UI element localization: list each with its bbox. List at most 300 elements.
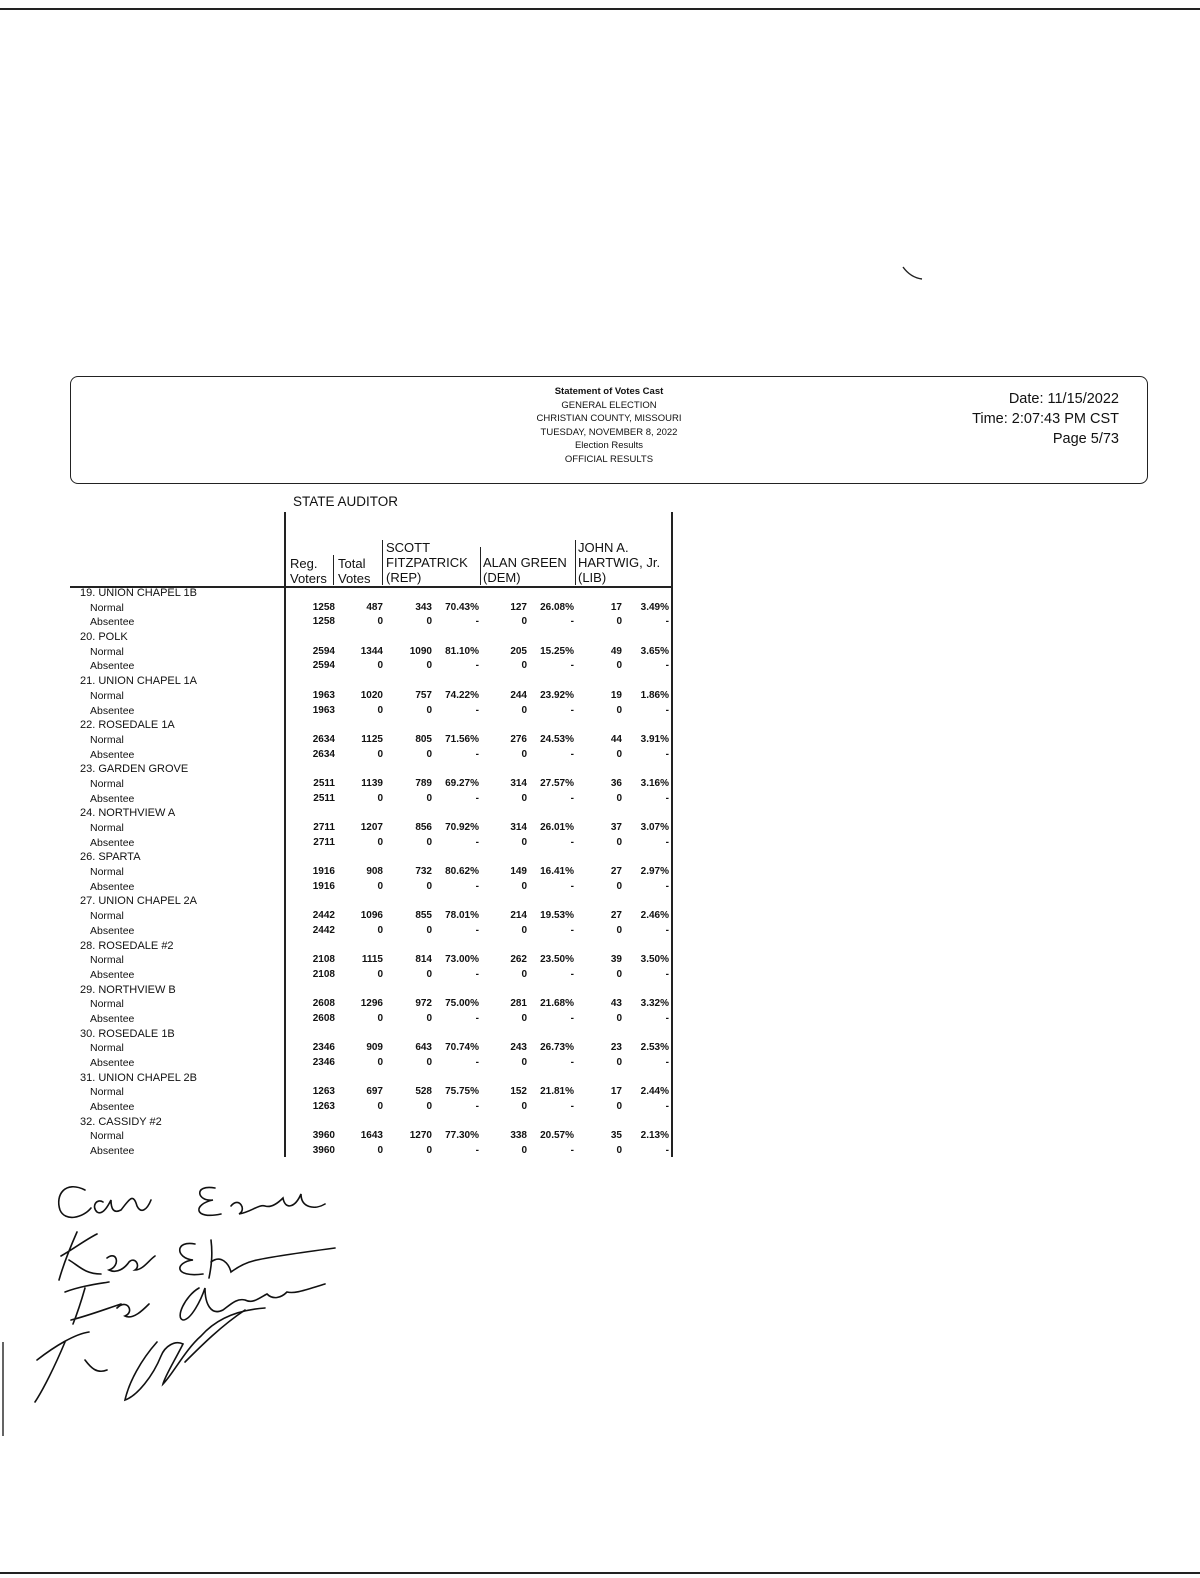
report-page-number: Page 5/73 xyxy=(1052,431,1119,447)
cell-reg: 2346 xyxy=(312,1042,335,1054)
cell-c1: 805 xyxy=(415,733,432,745)
race-title: STATE AUDITOR xyxy=(293,494,399,509)
cell-c1: 972 xyxy=(415,998,432,1010)
cell-reg: 2511 xyxy=(313,777,335,789)
cell-c3: 0 xyxy=(616,1101,622,1113)
cell-p2: - xyxy=(570,836,574,848)
cell-p2: - xyxy=(570,1101,574,1113)
cell-total: 0 xyxy=(377,660,383,672)
cell-c1: 0 xyxy=(426,792,432,804)
table-row xyxy=(0,645,680,660)
cell-p1: 78.01% xyxy=(445,910,479,922)
cell-p3: 1.86% xyxy=(640,689,669,701)
vote-type-label: Normal xyxy=(90,822,124,834)
page-bottom-rule xyxy=(0,1572,1200,1574)
cell-c2: 0 xyxy=(521,704,527,716)
cell-c3: 43 xyxy=(610,998,622,1010)
cell-p3: - xyxy=(665,1145,669,1157)
vote-type-label: Absentee xyxy=(90,1057,135,1069)
vote-type-label: Absentee xyxy=(90,836,135,849)
table-row xyxy=(0,997,680,1012)
cell-total: 0 xyxy=(377,704,383,716)
report-header-line: Election Results xyxy=(574,440,644,451)
cell-c2: 276 xyxy=(510,733,527,745)
cell-c1: 1270 xyxy=(409,1130,432,1142)
precinct-header-row xyxy=(0,1115,680,1130)
cell-c2: 0 xyxy=(521,792,527,804)
cell-total: 1207 xyxy=(360,822,383,833)
cell-reg: 2711 xyxy=(313,822,335,833)
col-header-line: FITZPATRICK xyxy=(386,555,468,570)
report-date: Date: 11/15/2022 xyxy=(1008,391,1119,407)
col-header-fitzpatrick xyxy=(386,540,468,585)
table-row xyxy=(0,880,680,895)
cell-total: 0 xyxy=(377,616,383,628)
cell-c3: 0 xyxy=(616,880,622,892)
vote-type-label: Normal xyxy=(90,1086,124,1099)
cell-c1: 0 xyxy=(426,660,432,672)
table-row xyxy=(0,1056,680,1071)
precinct-name: 31. UNION CHAPEL 2B xyxy=(80,1071,197,1084)
cell-c1: 789 xyxy=(415,777,432,789)
cell-c1: 0 xyxy=(426,748,432,760)
cell-total: 0 xyxy=(377,748,383,760)
precinct-name: 19. UNION CHAPEL 1B xyxy=(80,587,197,599)
precinct-header-row xyxy=(0,939,680,954)
vote-type-label: Absentee xyxy=(90,924,135,937)
col-header-line: Total xyxy=(338,556,366,571)
cell-c3: 0 xyxy=(616,836,622,848)
cell-c1: 0 xyxy=(426,1057,432,1068)
cell-c2: 205 xyxy=(510,645,527,657)
cell-c2: 244 xyxy=(510,689,527,701)
table-row xyxy=(0,659,680,674)
cell-p2: - xyxy=(570,660,574,672)
cell-total: 0 xyxy=(377,880,383,892)
precinct-name: 29. NORTHVIEW B xyxy=(80,983,176,996)
table-row xyxy=(0,865,680,880)
cell-total: 1096 xyxy=(360,910,383,922)
cell-p2: 21.68% xyxy=(540,998,574,1010)
vote-type-label: Absentee xyxy=(90,968,135,981)
cell-p1: - xyxy=(475,836,479,848)
cell-p3: - xyxy=(665,968,669,980)
cell-total: 1139 xyxy=(361,777,383,789)
table-row xyxy=(0,1129,680,1144)
col-separator xyxy=(575,540,576,585)
cell-p2: 26.08% xyxy=(540,601,574,613)
cell-p2: - xyxy=(570,1012,574,1024)
cell-c1: 0 xyxy=(426,836,432,848)
cell-p2: 23.92% xyxy=(540,689,574,701)
col-separator xyxy=(333,555,334,585)
cell-c2: 149 xyxy=(510,866,527,878)
table-row xyxy=(0,1144,680,1159)
cell-p3: - xyxy=(665,1057,669,1068)
col-header-line: Voters xyxy=(290,571,327,586)
cell-c1: 643 xyxy=(415,1042,432,1054)
cell-p2: 15.25% xyxy=(540,645,574,657)
cell-p3: 3.65% xyxy=(640,645,669,657)
cell-p1: - xyxy=(475,924,479,936)
col-header-line: HARTWIG, Jr. xyxy=(578,555,661,570)
cell-c3: 23 xyxy=(610,1042,622,1054)
cell-p3: 2.46% xyxy=(640,910,669,922)
cell-reg: 2594 xyxy=(312,660,335,672)
cell-p1: - xyxy=(475,968,479,980)
cell-total: 1020 xyxy=(360,689,383,701)
table-row xyxy=(0,1100,680,1115)
report-header-line: OFFICIAL RESULTS xyxy=(564,453,654,465)
precinct-header-row xyxy=(0,806,680,821)
cell-p3: 3.16% xyxy=(640,777,669,789)
cell-total: 909 xyxy=(366,1042,383,1054)
vote-type-label: Normal xyxy=(90,601,124,614)
vote-type-label: Normal xyxy=(90,1130,124,1143)
cell-p3: 2.53% xyxy=(640,1042,669,1054)
table-row xyxy=(0,689,680,704)
cell-reg: 2108 xyxy=(312,954,335,966)
cell-c3: 37 xyxy=(610,822,622,833)
cell-total: 1115 xyxy=(361,954,383,966)
cell-reg: 3960 xyxy=(312,1130,335,1142)
cell-p2: 27.57% xyxy=(540,777,574,789)
cell-c3: 0 xyxy=(616,704,622,716)
precinct-header-row xyxy=(0,1027,680,1042)
cell-reg: 2608 xyxy=(312,1012,335,1024)
table-row xyxy=(0,1041,680,1056)
cell-c1: 732 xyxy=(415,866,432,878)
cell-c3: 0 xyxy=(616,792,622,804)
cell-reg: 1258 xyxy=(312,616,335,628)
precinct-name: 27. UNION CHAPEL 2A xyxy=(80,895,197,908)
cell-p2: - xyxy=(570,616,574,628)
cell-total: 0 xyxy=(377,792,383,804)
cell-total: 1125 xyxy=(361,733,383,745)
cell-p1: - xyxy=(475,704,479,716)
cell-p3: - xyxy=(665,1012,669,1024)
vote-type-label: Absentee xyxy=(90,704,135,717)
cell-c3: 17 xyxy=(610,601,622,613)
col-separator xyxy=(382,540,383,585)
report-header-line: TUESDAY, NOVEMBER 8, 2022 xyxy=(540,426,678,438)
cell-reg: 1963 xyxy=(312,689,335,701)
cell-reg: 2634 xyxy=(312,748,335,760)
cell-c3: 17 xyxy=(610,1086,622,1098)
cell-c1: 0 xyxy=(426,880,432,892)
cell-p3: - xyxy=(665,924,669,936)
cell-c2: 0 xyxy=(521,968,527,980)
cell-p2: 26.73% xyxy=(540,1042,574,1054)
cell-c1: 0 xyxy=(426,704,432,716)
cell-p2: 23.50% xyxy=(540,954,574,966)
cell-c3: 27 xyxy=(610,866,622,878)
cell-c1: 0 xyxy=(426,1012,432,1024)
cell-c1: 757 xyxy=(415,689,432,701)
cell-c1: 343 xyxy=(415,601,432,613)
table-row xyxy=(0,733,680,748)
col-header-line: (REP) xyxy=(386,570,422,585)
precinct-header-row xyxy=(0,850,680,865)
col-header-green xyxy=(483,555,567,585)
cell-c2: 0 xyxy=(521,836,527,848)
cell-p3: - xyxy=(665,1101,669,1113)
left-edge-mark xyxy=(0,1340,6,1440)
cell-c2: 152 xyxy=(510,1086,527,1098)
cell-total: 0 xyxy=(377,836,383,848)
cell-reg: 1916 xyxy=(312,866,335,878)
vote-type-label: Absentee xyxy=(90,792,135,805)
cell-c2: 314 xyxy=(510,822,527,833)
cell-p1: 69.27% xyxy=(445,777,479,789)
cell-p2: - xyxy=(570,748,574,760)
col-header-line: ALAN GREEN xyxy=(483,555,567,570)
cell-p2: - xyxy=(570,792,574,804)
table-row xyxy=(0,836,680,851)
cell-p1: - xyxy=(475,660,479,672)
cell-p1: - xyxy=(475,1145,479,1157)
report-header-box xyxy=(70,376,1148,484)
cell-c2: 127 xyxy=(510,601,527,613)
cell-p3: - xyxy=(665,616,669,628)
cell-p3: - xyxy=(665,704,669,716)
cell-c1: 0 xyxy=(426,1145,432,1157)
page-top-rule xyxy=(0,8,1200,10)
cell-reg: 2442 xyxy=(312,910,335,922)
cell-c1: 0 xyxy=(426,924,432,936)
cell-reg: 2442 xyxy=(312,924,335,936)
cell-c3: 0 xyxy=(616,748,622,760)
cell-p1: - xyxy=(475,880,479,892)
col-header-line: (LIB) xyxy=(578,570,607,585)
cell-c3: 0 xyxy=(616,924,622,936)
cell-c2: 0 xyxy=(521,1057,527,1068)
cell-c2: 214 xyxy=(510,910,527,922)
cell-total: 1344 xyxy=(360,645,383,657)
precinct-header-row xyxy=(0,983,680,998)
cell-c1: 0 xyxy=(426,968,432,980)
col-header-line: Votes xyxy=(338,571,371,586)
cell-c3: 36 xyxy=(610,777,622,789)
report-header-line: GENERAL ELECTION xyxy=(561,399,657,411)
cell-p2: - xyxy=(570,924,574,936)
precinct-name: 26. SPARTA xyxy=(80,851,141,864)
cell-c2: 0 xyxy=(521,880,527,892)
cell-c3: 0 xyxy=(616,968,622,980)
cell-p1: 74.22% xyxy=(445,689,479,701)
vote-type-label: Normal xyxy=(90,998,124,1011)
cell-total: 1643 xyxy=(360,1130,383,1142)
precinct-name: 24. NORTHVIEW A xyxy=(80,807,176,820)
col-header-hartwig xyxy=(578,540,660,585)
cell-p2: - xyxy=(570,704,574,716)
cell-c1: 855 xyxy=(415,910,432,922)
precinct-header-row xyxy=(0,586,680,601)
cell-p1: 77.30% xyxy=(445,1130,479,1142)
cell-p3: 2.97% xyxy=(640,866,669,878)
cell-c2: 0 xyxy=(521,616,527,628)
cell-c3: 0 xyxy=(616,1145,622,1157)
cell-p3: - xyxy=(665,792,669,804)
cell-p1: - xyxy=(475,792,479,804)
vote-type-label: Normal xyxy=(90,733,124,746)
cell-reg: 1916 xyxy=(312,880,335,892)
precinct-header-row xyxy=(0,718,680,733)
cell-p1: 70.92% xyxy=(445,822,479,833)
cell-p1: - xyxy=(475,748,479,760)
cell-p2: - xyxy=(570,968,574,980)
cell-c1: 856 xyxy=(415,822,432,833)
cell-p3: 3.91% xyxy=(640,733,669,745)
table-row xyxy=(0,601,680,616)
cell-p2: - xyxy=(570,1145,574,1157)
vote-type-label: Normal xyxy=(90,866,124,879)
table-row xyxy=(0,924,680,939)
cell-c2: 0 xyxy=(521,924,527,936)
cell-p3: 3.49% xyxy=(640,601,669,613)
table-row xyxy=(0,909,680,924)
cell-p1: - xyxy=(475,1012,479,1024)
vote-type-label: Normal xyxy=(90,689,124,702)
cell-p3: 3.32% xyxy=(640,998,669,1010)
cell-c3: 0 xyxy=(616,1057,622,1068)
stray-pen-mark xyxy=(900,264,924,282)
table-row xyxy=(0,1085,680,1100)
cell-reg: 1263 xyxy=(312,1086,335,1098)
cell-c1: 1090 xyxy=(409,645,432,657)
cell-c2: 262 xyxy=(510,954,527,966)
handwritten-signatures xyxy=(25,1170,355,1415)
cell-total: 0 xyxy=(377,1057,383,1068)
vote-type-label: Normal xyxy=(90,777,124,790)
cell-total: 1296 xyxy=(360,998,383,1010)
cell-total: 0 xyxy=(377,1101,383,1113)
cell-c3: 44 xyxy=(610,733,622,745)
cell-p1: - xyxy=(475,616,479,628)
cell-p3: - xyxy=(665,660,669,672)
cell-p1: 73.00% xyxy=(445,954,479,966)
vote-type-label: Absentee xyxy=(90,616,135,629)
cell-c2: 314 xyxy=(510,777,527,789)
cell-p3: 3.07% xyxy=(640,822,669,833)
cell-c3: 0 xyxy=(616,616,622,628)
cell-p1: 70.74% xyxy=(445,1042,479,1054)
cell-total: 487 xyxy=(366,601,383,613)
precinct-header-row xyxy=(0,762,680,777)
table-row xyxy=(0,821,680,836)
precinct-header-row xyxy=(0,1071,680,1086)
report-time: Time: 2:07:43 PM CST xyxy=(972,411,1119,427)
vote-type-label: Normal xyxy=(90,910,124,923)
precinct-header-row xyxy=(0,894,680,909)
vote-type-label: Absentee xyxy=(90,1145,135,1158)
cell-c2: 338 xyxy=(510,1130,527,1142)
cell-total: 0 xyxy=(377,924,383,936)
table-row xyxy=(0,792,680,807)
cell-p1: - xyxy=(475,1057,479,1068)
report-header-line: Statement of Votes Cast xyxy=(554,386,664,397)
vote-type-label: Normal xyxy=(90,645,124,658)
cell-p3: - xyxy=(665,836,669,848)
precinct-header-row xyxy=(0,674,680,689)
precinct-name: 28. ROSEDALE #2 xyxy=(80,939,174,952)
cell-reg: 2511 xyxy=(313,792,335,804)
cell-p3: - xyxy=(665,748,669,760)
cell-p1: - xyxy=(475,1101,479,1113)
cell-reg: 1258 xyxy=(312,601,335,613)
cell-total: 908 xyxy=(366,866,383,878)
cell-total: 697 xyxy=(366,1086,383,1098)
cell-c3: 0 xyxy=(616,660,622,672)
col-header-reg-voters xyxy=(290,556,327,586)
vote-type-label: Absentee xyxy=(90,1012,135,1025)
vote-type-label: Absentee xyxy=(90,880,135,893)
cell-p1: 71.56% xyxy=(445,733,479,745)
cell-c1: 0 xyxy=(426,616,432,628)
precinct-header-row xyxy=(0,630,680,645)
col-header-line: (DEM) xyxy=(483,570,521,585)
vote-type-label: Normal xyxy=(90,1042,124,1055)
cell-c2: 281 xyxy=(510,998,527,1010)
cell-p3: - xyxy=(665,880,669,892)
cell-reg: 2608 xyxy=(312,998,335,1010)
report-header-meta xyxy=(972,389,1119,449)
vote-type-label: Absentee xyxy=(90,660,135,673)
cell-p2: - xyxy=(570,1057,574,1068)
cell-reg: 3960 xyxy=(312,1145,335,1157)
col-header-line: Reg. xyxy=(290,556,318,571)
precinct-name: 32. CASSIDY #2 xyxy=(80,1115,162,1128)
cell-reg: 1263 xyxy=(312,1101,335,1113)
cell-reg: 2711 xyxy=(313,836,335,848)
cell-p2: - xyxy=(570,880,574,892)
report-header-line: CHRISTIAN COUNTY, MISSOURI xyxy=(536,413,682,424)
cell-reg: 2346 xyxy=(312,1057,335,1068)
col-header-total-votes xyxy=(338,556,371,586)
vote-type-label: Absentee xyxy=(90,1101,135,1114)
cell-p1: 80.62% xyxy=(445,866,479,878)
cell-c2: 0 xyxy=(521,660,527,672)
cell-p3: 2.13% xyxy=(640,1130,669,1142)
cell-c3: 49 xyxy=(610,645,622,657)
table-row xyxy=(0,953,680,968)
precinct-name: 21. UNION CHAPEL 1A xyxy=(80,675,197,688)
vote-type-label: Normal xyxy=(90,954,124,967)
cell-p2: 26.01% xyxy=(540,822,574,833)
cell-c3: 19 xyxy=(610,689,622,701)
vote-type-label: Absentee xyxy=(90,748,135,761)
cell-c1: 814 xyxy=(415,954,432,966)
results-table-body xyxy=(0,586,680,1159)
cell-reg: 2108 xyxy=(312,968,335,980)
precinct-name: 30. ROSEDALE 1B xyxy=(80,1027,175,1040)
cell-p3: 3.50% xyxy=(640,954,669,966)
cell-p2: 19.53% xyxy=(540,910,574,922)
cell-c2: 0 xyxy=(521,1101,527,1113)
table-row xyxy=(0,1012,680,1027)
cell-reg: 1963 xyxy=(312,704,335,716)
col-separator xyxy=(480,547,481,585)
cell-p2: 24.53% xyxy=(540,733,574,745)
cell-c1: 528 xyxy=(415,1086,432,1098)
cell-total: 0 xyxy=(377,1012,383,1024)
cell-p1: 81.10% xyxy=(445,645,479,657)
table-row xyxy=(0,615,680,630)
cell-c1: 0 xyxy=(426,1101,432,1113)
cell-c3: 39 xyxy=(610,954,622,966)
cell-c3: 0 xyxy=(616,1012,622,1024)
precinct-name: 23. GARDEN GROVE xyxy=(80,763,189,776)
